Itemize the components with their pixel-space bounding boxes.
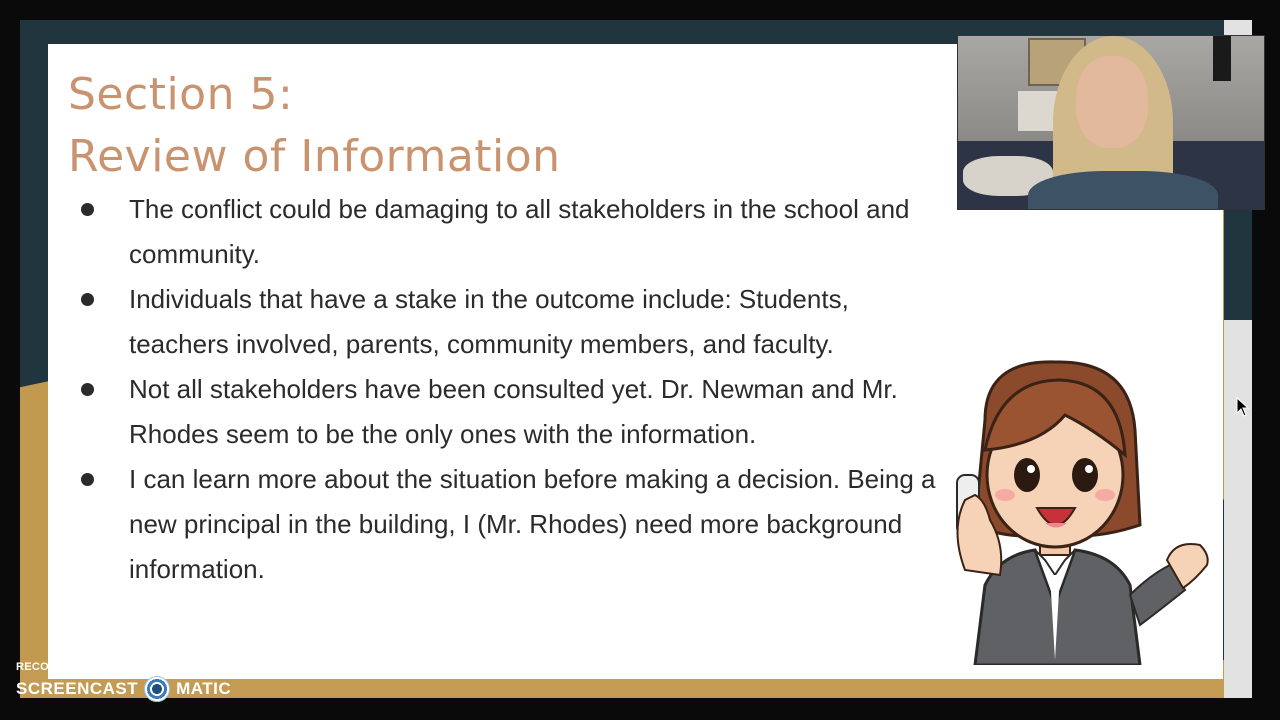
bullet-item [78, 277, 948, 367]
slide-title-line-2: Review of Information [68, 131, 561, 182]
watermark-brand-right: MATIC [176, 679, 232, 698]
bullet-text: Individuals that have a stake in the outcome include: Students, teachers involved, parents, community members, and faculty. [129, 284, 849, 359]
watermark-brand-left: SCREENCAST [16, 679, 139, 698]
presenter-shirt [1028, 171, 1218, 210]
cartoon-woman-on-phone-illustration [945, 360, 1220, 665]
bullet-dot-icon [81, 203, 94, 216]
slide-title-line-1: Section 5: [68, 69, 294, 120]
webcam-overlay[interactable] [957, 35, 1265, 210]
mouse-pointer-icon [1236, 397, 1250, 417]
presenter-face [1076, 56, 1148, 148]
bullet-list [78, 187, 948, 592]
bullet-text: Not all stakeholders have been consulted yet. Dr. Newman and Mr. Rhodes seem to be the only ones with the information. [129, 374, 898, 449]
screencast-lens-icon [144, 676, 170, 702]
bullet-text: I can learn more about the situation before making a decision. Being a new principal in the building, I (Mr. Rhodes) need more background information. [129, 464, 936, 584]
watermark-brand [16, 674, 231, 704]
right-edge-teal-block [1224, 210, 1252, 320]
bullet-text: The conflict could be damaging to all stakeholders in the school and community. [129, 194, 910, 269]
bullet-dot-icon [81, 293, 94, 306]
bullet-item [78, 187, 948, 277]
bullet-dot-icon [81, 383, 94, 396]
slide-title [68, 64, 561, 188]
bullet-dot-icon [81, 473, 94, 486]
watermark-recorded-with: RECORDED WITH [16, 661, 115, 673]
bullet-item [78, 457, 948, 592]
webcam-lamp [1213, 36, 1231, 81]
bullet-item [78, 367, 948, 457]
screencast-watermark [16, 660, 231, 704]
